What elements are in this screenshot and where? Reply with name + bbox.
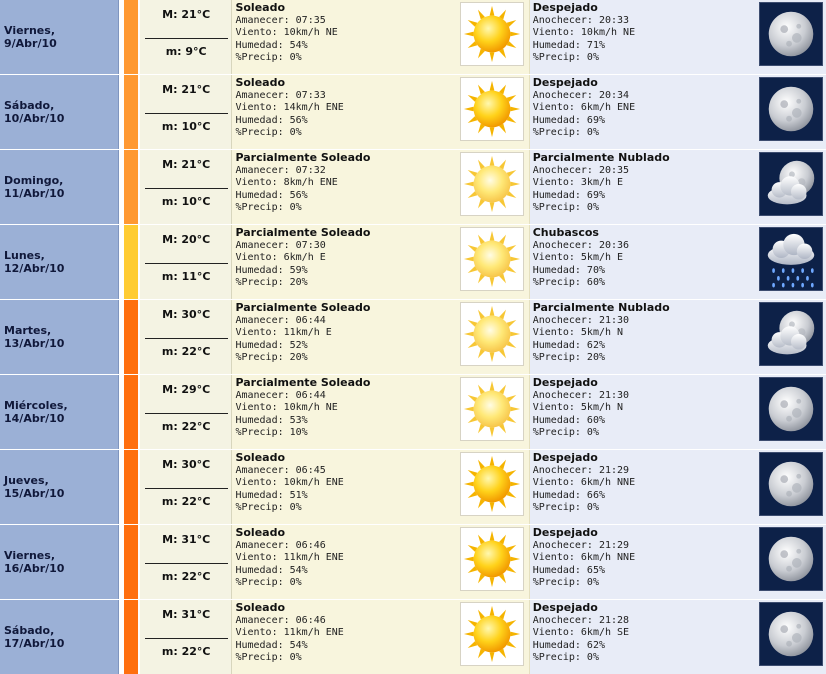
day-condition: Parcialmente Soleado: [235, 226, 371, 239]
night-precipitation: %Precip: 0%: [532, 651, 599, 663]
sunrise-time: Amanecer: 06:45: [235, 465, 326, 476]
day-condition: Soleado: [235, 76, 286, 89]
night-forecast-cell: [530, 375, 826, 449]
sunrise-time: Amanecer: 06:44: [235, 315, 326, 326]
sun-icon: [460, 602, 524, 666]
weekday-label: Viernes,: [4, 24, 55, 37]
sun-icon: [460, 527, 524, 591]
sunset-time: Anochecer: 20:34: [532, 90, 630, 101]
day-wind: Viento: 14km/h ENE: [235, 102, 344, 114]
sunrise-time: Amanecer: 07:35: [235, 15, 326, 26]
night-condition: Chubascos: [532, 226, 599, 239]
weekday-label: Domingo,: [4, 174, 64, 187]
max-temperature: M: 20°C: [162, 233, 211, 246]
temperature-cell: [140, 75, 233, 149]
date-cell: [0, 525, 119, 599]
day-humidity: Humedad: 53%: [235, 414, 308, 426]
night-condition: Parcialmente Nublado: [532, 301, 670, 314]
day-condition: Soleado: [235, 601, 286, 614]
day-forecast-cell: [232, 300, 529, 374]
moon-icon: [759, 2, 823, 66]
temperature-cell: [140, 300, 233, 374]
weekday-label: Miércoles,: [4, 399, 68, 412]
night-forecast-cell: [530, 150, 826, 224]
date-label: 10/Abr/10: [4, 112, 65, 125]
day-wind: Viento: 11km/h ENE: [235, 552, 344, 564]
forecast-row: [0, 75, 826, 149]
sunset-time: Anochecer: 20:35: [532, 165, 630, 176]
day-humidity: Humedad: 52%: [235, 339, 308, 351]
date-cell: [0, 450, 119, 524]
min-temperature: m: 10°C: [161, 120, 211, 133]
sunrise-time: Amanecer: 06:46: [235, 540, 326, 551]
temperature-divider: [145, 188, 228, 189]
weekday-label: Lunes,: [4, 249, 45, 262]
night-humidity: Humedad: 71%: [532, 39, 605, 51]
night-precipitation: %Precip: 0%: [532, 126, 599, 138]
day-wind: Viento: 6km/h E: [235, 252, 326, 264]
night-condition: Despejado: [532, 376, 598, 389]
night-forecast-cell: [530, 225, 826, 299]
max-temperature: M: 30°C: [162, 308, 211, 321]
max-temperature: M: 21°C: [162, 83, 211, 96]
date-cell: [0, 0, 119, 74]
day-precipitation: %Precip: 0%: [235, 651, 302, 663]
temperature-color-bar: [124, 450, 138, 524]
max-temperature: M: 30°C: [162, 458, 211, 471]
temperature-cell: [140, 600, 233, 674]
date-label: 14/Abr/10: [4, 412, 65, 425]
day-condition: Soleado: [235, 526, 286, 539]
sunset-time: Anochecer: 21:29: [532, 465, 630, 476]
day-precipitation: %Precip: 0%: [235, 126, 302, 138]
night-humidity: Humedad: 60%: [532, 414, 605, 426]
day-humidity: Humedad: 54%: [235, 639, 308, 651]
night-forecast-cell: [530, 525, 826, 599]
night-wind: Viento: 5km/h N: [532, 402, 624, 414]
night-precipitation: %Precip: 0%: [532, 426, 599, 438]
date-cell: [0, 225, 119, 299]
temperature-color-bar: [124, 375, 138, 449]
day-humidity: Humedad: 54%: [235, 564, 308, 576]
sunrise-time: Amanecer: 06:46: [235, 615, 326, 626]
date-cell: [0, 300, 119, 374]
day-precipitation: %Precip: 0%: [235, 576, 302, 588]
min-temperature: m: 22°C: [161, 645, 211, 658]
moon-icon: [759, 527, 823, 591]
date-label: 13/Abr/10: [4, 337, 65, 350]
hazy-sun-icon: [460, 227, 524, 291]
day-forecast-cell: [232, 75, 529, 149]
max-temperature: M: 29°C: [162, 383, 211, 396]
day-forecast-cell: [232, 600, 529, 674]
night-precipitation: %Precip: 20%: [532, 351, 605, 363]
temperature-divider: [145, 113, 228, 114]
night-wind: Viento: 6km/h NNE: [532, 477, 636, 489]
date-label: 15/Abr/10: [4, 487, 65, 500]
weekday-label: Sábado,: [4, 99, 55, 112]
night-precipitation: %Precip: 0%: [532, 576, 599, 588]
night-wind: Viento: 5km/h N: [532, 327, 624, 339]
night-wind: Viento: 5km/h E: [532, 252, 624, 264]
night-forecast-cell: [530, 450, 826, 524]
night-forecast-cell: [530, 600, 826, 674]
forecast-row: [0, 225, 826, 299]
night-humidity: Humedad: 69%: [532, 114, 605, 126]
max-temperature: M: 21°C: [162, 8, 211, 21]
weekday-label: Jueves,: [4, 474, 49, 487]
day-wind: Viento: 8km/h ENE: [235, 177, 338, 189]
min-temperature: m: 22°C: [161, 345, 211, 358]
max-temperature: M: 31°C: [162, 608, 211, 621]
night-condition: Despejado: [532, 526, 598, 539]
temperature-divider: [145, 563, 228, 564]
day-wind: Viento: 10km/h NE: [235, 402, 338, 414]
day-humidity: Humedad: 51%: [235, 489, 308, 501]
min-temperature: m: 22°C: [161, 495, 211, 508]
date-cell: [0, 600, 119, 674]
sunset-time: Anochecer: 21:30: [532, 390, 630, 401]
day-humidity: Humedad: 54%: [235, 39, 308, 51]
day-condition: Soleado: [235, 1, 286, 14]
day-forecast-cell: [232, 450, 529, 524]
temperature-color-bar: [124, 0, 138, 74]
hazy-sun-icon: [460, 377, 524, 441]
night-humidity: Humedad: 66%: [532, 489, 605, 501]
temperature-divider: [145, 263, 228, 264]
day-condition: Parcialmente Soleado: [235, 151, 371, 164]
moon-cloud-icon: [759, 152, 823, 216]
temperature-cell: [140, 0, 233, 74]
night-condition: Despejado: [532, 1, 598, 14]
day-forecast-cell: [232, 375, 529, 449]
night-precipitation: %Precip: 0%: [532, 201, 599, 213]
day-humidity: Humedad: 59%: [235, 264, 308, 276]
temperature-cell: [140, 525, 233, 599]
forecast-row: [0, 525, 826, 599]
weekday-label: Viernes,: [4, 549, 55, 562]
day-precipitation: %Precip: 20%: [235, 276, 308, 288]
day-forecast-cell: [232, 525, 529, 599]
date-cell: [0, 375, 119, 449]
hazy-sun-icon: [460, 152, 524, 216]
sunrise-time: Amanecer: 06:44: [235, 390, 326, 401]
day-precipitation: %Precip: 20%: [235, 351, 308, 363]
moon-icon: [759, 77, 823, 141]
forecast-row: [0, 0, 826, 74]
temperature-color-bar: [124, 525, 138, 599]
date-label: 12/Abr/10: [4, 262, 65, 275]
night-humidity: Humedad: 62%: [532, 339, 605, 351]
forecast-row: [0, 450, 826, 524]
night-precipitation: %Precip: 0%: [532, 51, 599, 63]
temperature-color-bar: [124, 225, 138, 299]
max-temperature: M: 31°C: [162, 533, 211, 546]
rain-cloud-icon: [759, 227, 823, 291]
temperature-cell: [140, 450, 233, 524]
sunrise-time: Amanecer: 07:32: [235, 165, 326, 176]
sun-icon: [460, 2, 524, 66]
day-forecast-cell: [232, 150, 529, 224]
moon-icon: [759, 377, 823, 441]
temperature-color-bar: [124, 150, 138, 224]
day-humidity: Humedad: 56%: [235, 189, 308, 201]
night-humidity: Humedad: 65%: [532, 564, 605, 576]
day-wind: Viento: 10km/h ENE: [235, 477, 344, 489]
day-forecast-cell: [232, 225, 529, 299]
sunset-time: Anochecer: 20:33: [532, 15, 630, 26]
hazy-sun-icon: [460, 302, 524, 366]
night-forecast-cell: [530, 0, 826, 74]
day-precipitation: %Precip: 0%: [235, 501, 302, 513]
sunset-time: Anochecer: 21:28: [532, 615, 630, 626]
temperature-cell: [140, 225, 233, 299]
night-humidity: Humedad: 69%: [532, 189, 605, 201]
day-wind: Viento: 11km/h ENE: [235, 627, 344, 639]
day-condition: Parcialmente Soleado: [235, 376, 371, 389]
max-temperature: M: 21°C: [162, 158, 211, 171]
day-condition: Soleado: [235, 451, 286, 464]
sunset-time: Anochecer: 21:29: [532, 540, 630, 551]
temperature-divider: [145, 413, 228, 414]
sunset-time: Anochecer: 21:30: [532, 315, 630, 326]
moon-icon: [759, 452, 823, 516]
moon-cloud-icon: [759, 302, 823, 366]
temperature-cell: [140, 150, 233, 224]
day-wind: Viento: 11km/h E: [235, 327, 332, 339]
date-cell: [0, 150, 119, 224]
forecast-row: [0, 150, 826, 224]
night-forecast-cell: [530, 300, 826, 374]
temperature-divider: [145, 38, 228, 39]
night-humidity: Humedad: 62%: [532, 639, 605, 651]
temperature-divider: [145, 338, 228, 339]
forecast-row: [0, 375, 826, 449]
date-label: 9/Abr/10: [4, 37, 57, 50]
day-precipitation: %Precip: 10%: [235, 426, 308, 438]
day-forecast-cell: [232, 0, 529, 74]
night-condition: Parcialmente Nublado: [532, 151, 670, 164]
min-temperature: m: 9°C: [165, 45, 207, 58]
forecast-row: [0, 300, 826, 374]
night-condition: Despejado: [532, 451, 598, 464]
night-forecast-cell: [530, 75, 826, 149]
sun-icon: [460, 452, 524, 516]
temperature-divider: [145, 488, 228, 489]
night-wind: Viento: 6km/h ENE: [532, 102, 636, 114]
night-condition: Despejado: [532, 601, 598, 614]
night-humidity: Humedad: 70%: [532, 264, 605, 276]
night-wind: Viento: 6km/h SE: [532, 627, 630, 639]
date-label: 11/Abr/10: [4, 187, 65, 200]
day-condition: Parcialmente Soleado: [235, 301, 371, 314]
weekday-label: Sábado,: [4, 624, 55, 637]
sun-icon: [460, 77, 524, 141]
day-precipitation: %Precip: 0%: [235, 201, 302, 213]
min-temperature: m: 22°C: [161, 570, 211, 583]
temperature-cell: [140, 375, 233, 449]
day-humidity: Humedad: 56%: [235, 114, 308, 126]
min-temperature: m: 11°C: [161, 270, 211, 283]
min-temperature: m: 10°C: [161, 195, 211, 208]
weekday-label: Martes,: [4, 324, 52, 337]
sunrise-time: Amanecer: 07:33: [235, 90, 326, 101]
forecast-row: [0, 600, 826, 674]
day-wind: Viento: 10km/h NE: [235, 27, 338, 39]
temperature-color-bar: [124, 300, 138, 374]
moon-icon: [759, 602, 823, 666]
date-label: 17/Abr/10: [4, 637, 65, 650]
min-temperature: m: 22°C: [161, 420, 211, 433]
night-precipitation: %Precip: 0%: [532, 501, 599, 513]
day-precipitation: %Precip: 0%: [235, 51, 302, 63]
sunset-time: Anochecer: 20:36: [532, 240, 630, 251]
temperature-color-bar: [124, 75, 138, 149]
date-cell: [0, 75, 119, 149]
night-wind: Viento: 3km/h E: [532, 177, 624, 189]
date-label: 16/Abr/10: [4, 562, 65, 575]
night-wind: Viento: 10km/h NE: [532, 27, 636, 39]
temperature-divider: [145, 638, 228, 639]
temperature-color-bar: [124, 600, 138, 674]
night-wind: Viento: 6km/h NNE: [532, 552, 636, 564]
sunrise-time: Amanecer: 07:30: [235, 240, 326, 251]
night-precipitation: %Precip: 60%: [532, 276, 605, 288]
night-condition: Despejado: [532, 76, 598, 89]
